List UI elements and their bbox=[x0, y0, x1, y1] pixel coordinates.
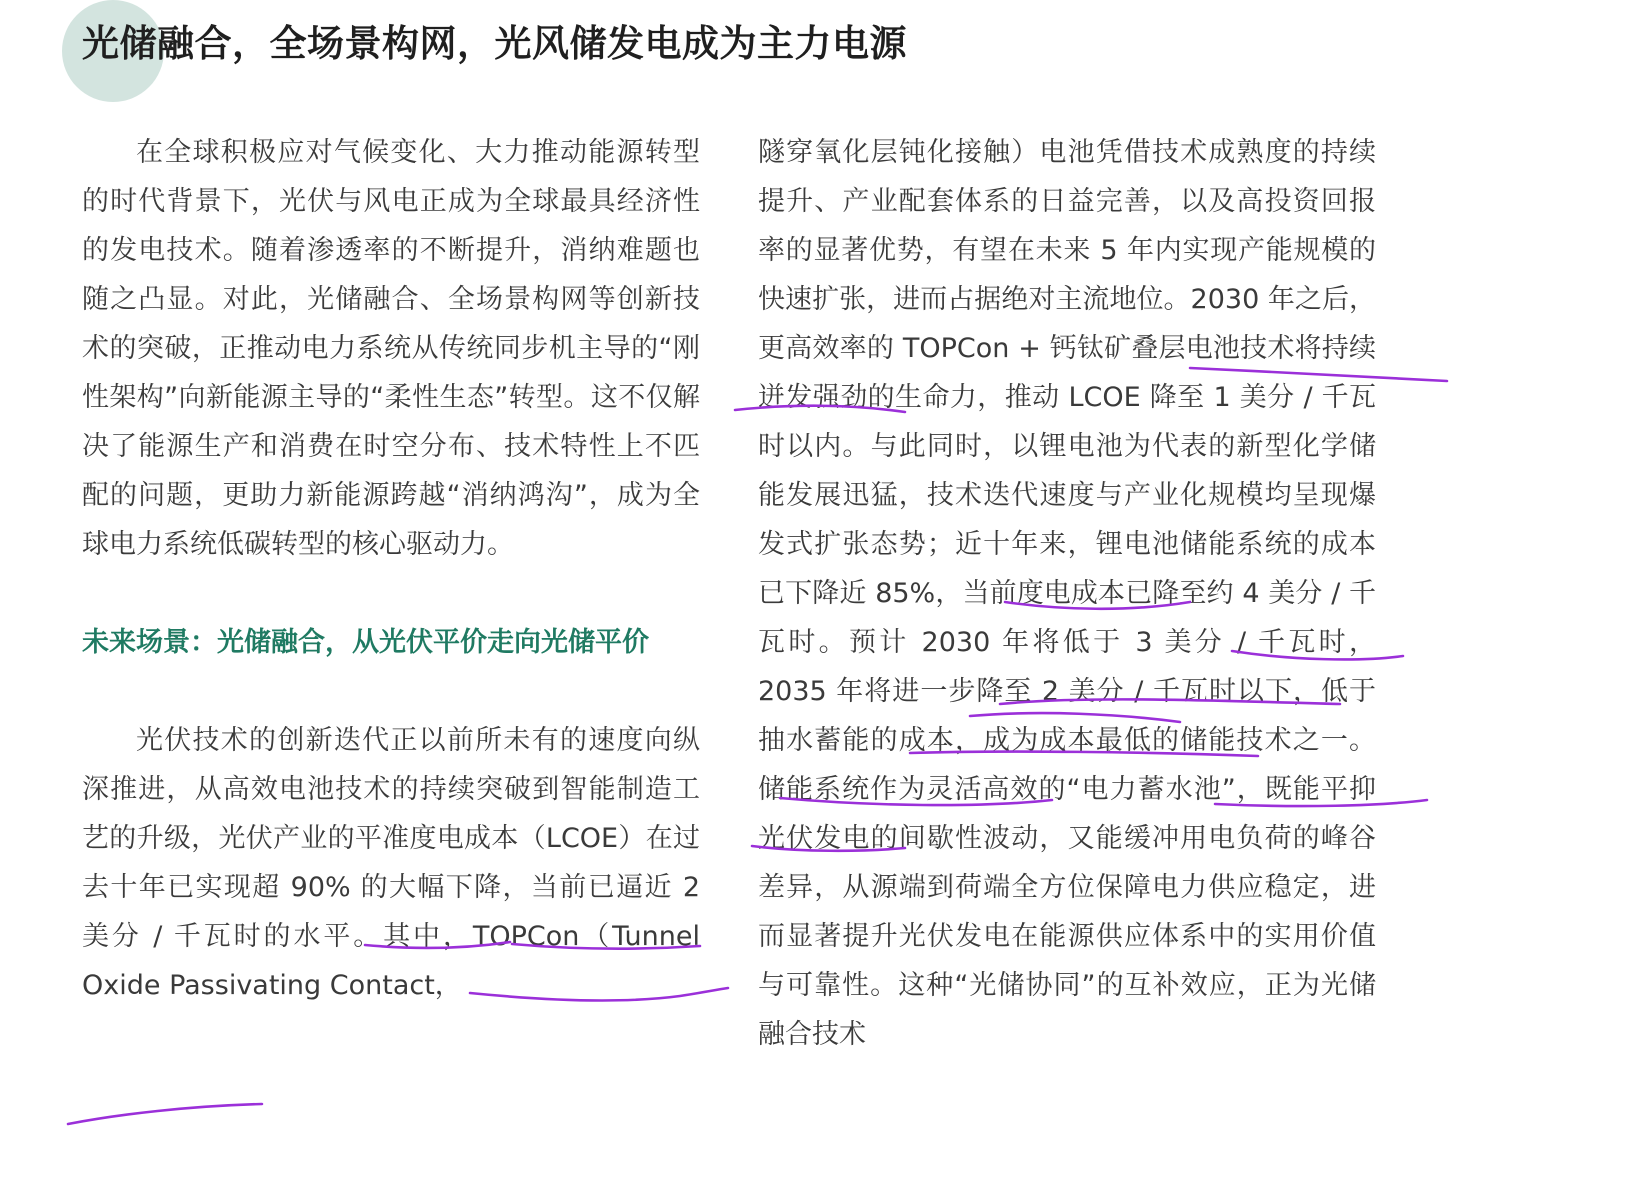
storage-paragraph-continued: 隧穿氧化层钝化接触）电池凭借技术成熟度的持续提升、产业配套体系的日益完善，以及高投资回报率的显著优势，有望在未来 5 年内实现产能规模的快速扩张，进而占据绝对主流地位。2030 年之后，更高效率的 TOPCon + 钙钛矿叠层电池技术将持续迸发强劲的生命力，推动 LCOE 降至 1 美分 / 千瓦时以内。与此同时，以锂电池为代表的新型化学储能发展迅猛，技术迭代速度与产业化规模均呈现爆发式扩张态势；近十年来，锂电池储能系统的成本已下降近 85%，当前度电成本已降至约 4 美分 / 千瓦时。预计 2030 年将低于 3 美分 / 千瓦时，2035 年将进一步降至 2 美分 / 千瓦时以下，低于抽水蓄能的成本，成为成本最低的储能技术之一。储能系统作为灵活高效的“电力蓄水池”，既能平抑光伏发电的间歇性波动，又能缓冲用电负荷的峰谷差异，从源端到荷端全方位保障电力供应稳定，进而显著提升光伏发电在能源供应体系中的实用价值与可靠性。这种“光储协同”的互补效应，正为光储融合技术 bbox=[758, 137, 1376, 1050]
page-title: 光储融合，全场景构网，光风储发电成为主力电源 bbox=[82, 22, 907, 65]
underline-topcon-left bbox=[68, 1104, 262, 1124]
left-column bbox=[82, 128, 700, 1010]
right-column bbox=[758, 128, 1376, 1059]
section-subheading: 未来场景：光储融合，从光伏平价走向光储平价 bbox=[82, 627, 649, 658]
intro-paragraph: 在全球积极应对气候变化、大力推动能源转型的时代背景下，光伏与风电正成为全球最具经济性的发电技术。随着渗透率的不断提升，消纳难题也随之凸显。对此，光储融合、全场景构网等创新技术的突破，正推动电力系统从传统同步机主导的“刚性架构”向新能源主导的“柔性生态”转型。这不仅解决了能源生产和消费在时空分布、技术特性上不匹配的问题，更助力新能源跨越“消纳鸿沟”，成为全球电力系统低碳转型的核心驱动力。 bbox=[82, 137, 700, 560]
pv-technology-paragraph: 光伏技术的创新迭代正以前所未有的速度向纵深推进，从高效电池技术的持续突破到智能制造工艺的升级，光伏产业的平准度电成本（LCOE）在过去十年已实现超 90% 的大幅下降，当前已逼近 2 美分 / 千瓦时的水平。其中，TOPCon（Tunnel Oxide Passivating Contact， bbox=[82, 725, 700, 1001]
